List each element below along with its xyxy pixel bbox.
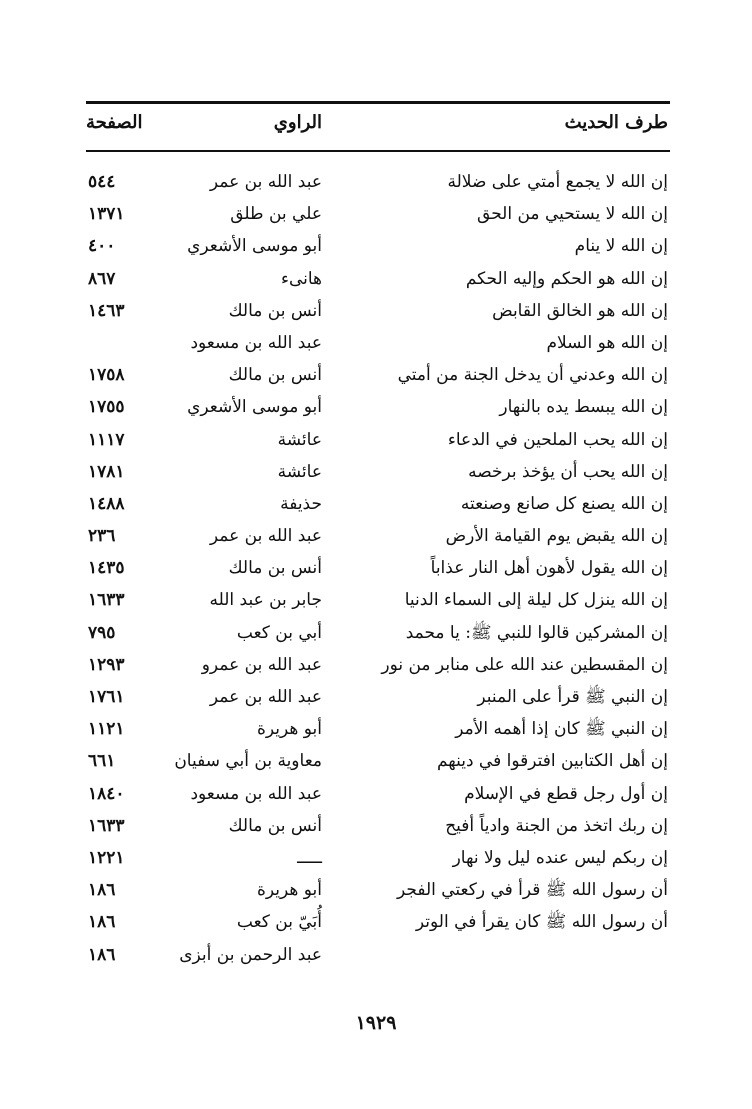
hadith-text: إن النبي ﷺ كان إذا أهمه الأمر [455,719,668,740]
page-reference: ١٦٣٣ [88,815,125,836]
narrator-column-header: الراوي [273,112,322,133]
narrator-name: أبو هريرة [256,719,322,740]
hadith-column-header: طرف الحديث [564,112,668,133]
page-reference: ١٢٩٣ [88,654,125,675]
table-row [0,906,752,938]
page-reference: ١٧٦١ [88,687,125,707]
page-reference: ٦٦١ [88,751,116,772]
page-column-header: الصفحة [86,112,143,133]
top-rule [86,101,670,104]
page-reference: ١١٢١ [88,719,125,740]
page-reference: ١٧٨١ [88,461,125,482]
narrator-name: أنس بن مالك [228,558,322,579]
table-row [0,617,752,649]
table-row [0,552,752,584]
narrator-name: عائشة [277,429,322,450]
page-reference: ١٧٥٨ [88,365,125,386]
page-reference: ١٨٦ [88,944,116,965]
page-reference: ١٤٨٨ [88,493,125,514]
page-reference: ١٤٣٥ [88,558,125,579]
table-row [0,745,752,777]
narrator-name: عبد الله بن عمرو [201,654,322,675]
narrator-name: معاوية بن أبي سفيان [174,751,322,772]
hadith-text: إن الله يقبض يوم القيامة الأرض [445,526,668,547]
page-reference: ١٣٧١ [88,204,125,225]
table-row [0,391,752,423]
page-reference: ١٢٢١ [88,847,125,868]
page-reference: ٤٠٠ [88,236,116,257]
table-row [0,295,752,327]
table-row [0,198,752,230]
hadith-text: إن الله لا ينام [574,236,668,257]
page-reference: ١١١٧ [88,429,125,450]
hadith-text: إن الله يحب الملحين في الدعاء [447,429,668,450]
table-row [0,166,752,198]
page-reference: ١٦٣٣ [88,590,125,611]
hadith-text: إن الله يصنع كل صانع وصنعته [460,493,668,514]
narrator-name: عبد الرحمن بن أبزى [179,944,322,965]
hadith-text: إن الله يقول لأهون أهل النار عذاباً [430,558,668,579]
hadith-index-table [0,166,752,971]
table-row [0,874,752,906]
narrator-name: ـــــ [297,847,322,868]
narrator-name: جابر بن عبد الله [209,590,322,611]
narrator-name: عبد الله بن مسعود [190,783,322,804]
hadith-text: إن أهل الكتابين افترقوا في دينهم [436,751,668,772]
hadith-text: أن رسول الله ﷺ كان يقرأ في الوتر [415,912,668,933]
narrator-name: علي بن طلق [230,204,322,225]
narrator-name: أبو هريرة [256,880,322,901]
narrator-name: عبد الله بن عمر [209,526,322,547]
header-rule [86,150,670,152]
page-reference: ١٨٤٠ [88,783,125,804]
page-reference: ١٤٦٣ [88,300,125,321]
hadith-text: أن رسول الله ﷺ قرأ في ركعتي الفجر [397,880,668,901]
hadith-text: إن الله لا يجمع أمتي على ضلالة [447,172,668,192]
hadith-text: إن النبي ﷺ قرأ على المنبر [477,687,668,707]
table-row [0,327,752,359]
page-number: ١٩٢٩ [355,1012,397,1034]
hadith-text: إن المشركين قالوا للنبي ﷺ: يا محمد [405,622,668,643]
table-row [0,456,752,488]
hadith-text: إن ربك اتخذ من الجنة وادياً أفيح [445,815,668,836]
table-row [0,681,752,713]
hadith-text: إن أول رجل قطع في الإسلام [464,783,668,804]
narrator-name: أنس بن مالك [228,300,322,321]
table-row [0,488,752,520]
table-row [0,939,752,971]
page-reference: ١٨٦ [88,880,116,901]
page-reference: ٧٩٥ [88,622,116,643]
page-reference: ٢٣٦ [88,526,116,547]
hadith-text: إن الله ينزل كل ليلة إلى السماء الدنيا [404,590,668,611]
table-row [0,263,752,295]
narrator-name: أنس بن مالك [228,365,322,386]
narrator-name: عبد الله بن عمر [209,687,322,707]
hadith-text: إن الله يبسط يده بالنهار [499,397,668,418]
table-row [0,649,752,681]
narrator-name: عبد الله بن مسعود [190,332,322,353]
table-row [0,584,752,616]
narrator-name: أُبَيّ بن كعب [236,912,322,933]
hadith-text: إن الله هو السلام [546,332,668,353]
table-row [0,713,752,745]
table-row [0,424,752,456]
hadith-text: إن المقسطين عند الله على منابر من نور [381,654,668,675]
narrator-name: أنس بن مالك [228,815,322,836]
hadith-text: إن ربكم ليس عنده ليل ولا نهار [452,847,668,868]
page-reference: ٥٤٤ [88,172,116,192]
page-reference: ١٨٦ [88,912,116,933]
page-reference: ١٧٥٥ [88,397,125,418]
hadith-text: إن الله هو الحكم وإليه الحكم [465,268,668,289]
hadith-text: إن الله لا يستحيي من الحق [477,204,668,225]
table-row [0,778,752,810]
table-row [0,810,752,842]
table-row [0,520,752,552]
narrator-name: أبي بن كعب [236,622,322,643]
page-reference: ٨٦٧ [88,268,116,289]
table-row [0,359,752,391]
narrator-name: عائشة [277,461,322,482]
narrator-name: عبد الله بن عمر [209,172,322,192]
narrator-name: أبو موسى الأشعري [187,397,322,418]
hadith-text: إن الله وعدني أن يدخل الجنة من أمتي [397,365,668,386]
narrator-name: حذيفة [280,493,322,514]
hadith-text: إن الله يحب أن يؤخذ برخصه [468,461,668,482]
narrator-name: هانىء [280,268,322,289]
narrator-name: أبو موسى الأشعري [187,236,322,257]
table-row [0,230,752,262]
hadith-text: إن الله هو الخالق القابض [492,300,668,321]
table-row [0,842,752,874]
